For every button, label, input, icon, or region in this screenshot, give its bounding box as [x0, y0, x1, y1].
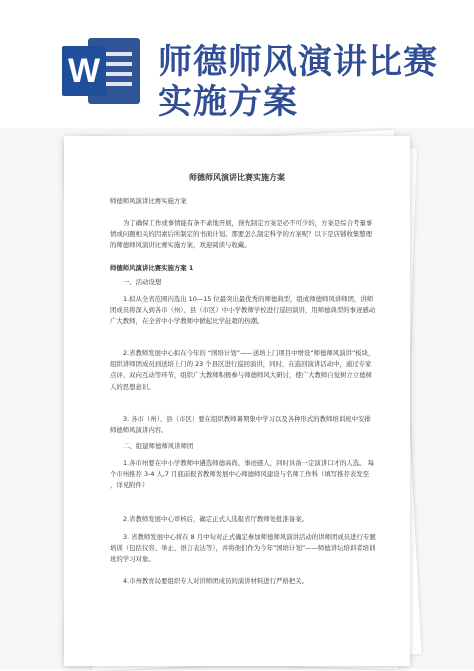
header-banner: [0, 0, 474, 128]
doc-subtitle: 师德师风演讲比赛实施方案: [110, 197, 187, 205]
doc-section-heading: 师德师风演讲比赛实施方案 1: [110, 264, 194, 272]
doc-paragraph-6: 3. 省教师发展中心将在 8 月中旬对正式确定参加师德师风演讲活动的讲师团成员进行专题培训（包括仪容、举止、语言表达等），并将他们作为今年“国培计划”——师德讲坛培训者培训班的学习对象。: [110, 533, 376, 564]
doc-intro-paragraph: 为了确保工作或事情能有条不紊地开展，预先制定方案是必不可少的，方案是综合考量事情或问题相关的因素后所制定的书面计划。那要怎么制定科学的方案呢？以下是店铺收集整理的师德师风演讲比赛实施方案，欢迎阅读与收藏。: [110, 219, 373, 250]
doc-paragraph-3: 3. 各市（州）、县（市区）要在组织教师暑期集中学习以及各种形式的教师培训班中安排师德师风演讲内容。: [110, 415, 371, 435]
banner-title-line-1: 师德师风演讲比赛: [158, 42, 438, 82]
banner-title-line-2: 实施方案: [158, 82, 298, 122]
doc-paragraph-5: 2.省教师发展中心审核后，确定正式人选报省厅教师处批准备案。: [123, 515, 309, 523]
doc-paragraph-1: 1.拟从全省范围内选出 10—15 位最突出最优秀的师德典型，组成师德师风讲师团，讲师团成员将深入到各市（州）、县（市区）中小学教师学校进行巡回演讲，用师德典型的事迹感动广大教师，在全省中小学教师中掀起比学赶超的热潮。: [110, 295, 376, 326]
doc-paragraph-7: 4.市州教育局要组织专人对讲师团成员的演讲材料进行严格把关。: [123, 577, 309, 585]
document-preview-area: [0, 128, 474, 669]
doc-paragraph-4: 1.各市州要在中小学教师中遴选师德高尚、事迹感人，同时具备一定演讲口才的人选。 每个市州推荐 3-4 人,7 月底前报省教师发展中心师德师风建设与名师工作科（填写推荐表发至 ，详见附件）: [110, 459, 374, 490]
doc-heading-team: 二、组建师德师风讲师团: [123, 442, 194, 450]
word-icon-letter: W: [62, 46, 106, 96]
document-title: 师德师风演讲比赛实施方案: [189, 173, 285, 182]
doc-paragraph-2: 2.省教师发展中心拟在今年的 “国培计划”——送培上门项目中增设“师德师风演讲”板块，组织讲师团成员到送培上门的 23 个县区进行巡回演讲，同时，在巡回演讲活动中，通过专家点评、双向互动等环节，组织广大教师积极参与师德师风大研讨，使广大教师自觉树立立德树人的思想意识。: [110, 349, 375, 391]
word-document-icon: [62, 38, 140, 104]
doc-heading-activity: 一、活动设想: [123, 278, 162, 286]
document-page[interactable]: [64, 136, 410, 666]
